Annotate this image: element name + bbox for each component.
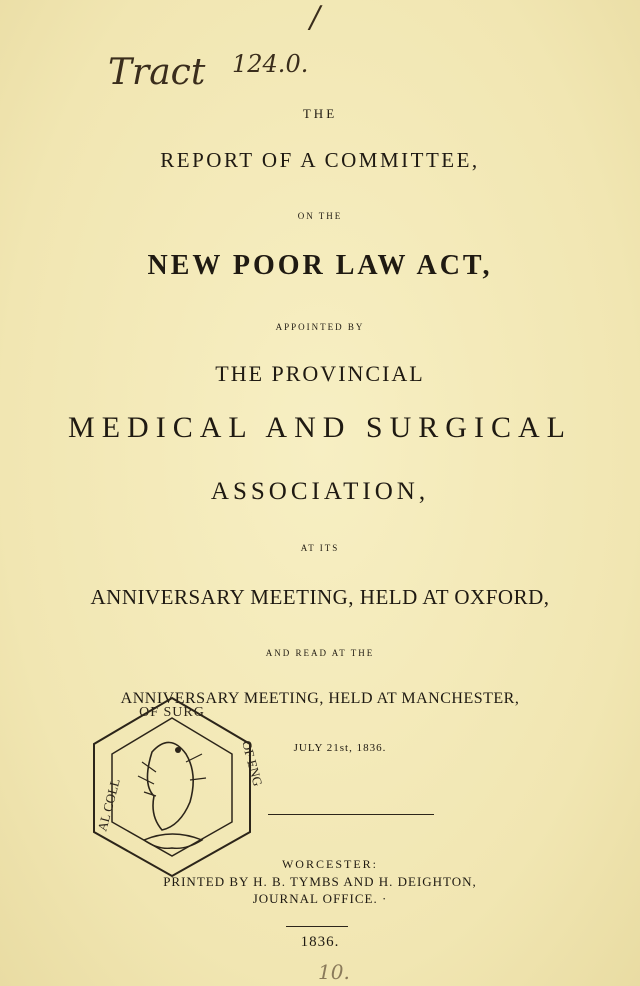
the-heading: THE <box>302 106 338 121</box>
stamp-left-text: AL COLL <box>94 776 123 833</box>
bottom-pencil-mark: 10. <box>318 960 350 984</box>
meeting-date: JULY 21st, 1836. <box>293 742 387 754</box>
stamp-right-text: OF ENG <box>239 738 266 788</box>
on-the-text: ON THE <box>297 211 343 221</box>
top-pencil-mark: / <box>310 0 321 35</box>
imprint-place: WORCESTER: <box>281 857 378 871</box>
report-heading: REPORT OF A COMMITTEE, <box>160 148 480 172</box>
publication-year: 1836. <box>300 934 340 950</box>
and-read-text: AND READ AT THE <box>265 648 375 658</box>
shelfmark-annotation: Tract <box>108 52 206 93</box>
number-annotation: 124.0. <box>232 50 309 78</box>
anniversary-oxford-line: ANNIVERSARY MEETING, HELD AT OXFORD, <box>90 585 550 609</box>
at-its-text: AT ITS <box>300 543 340 553</box>
year-divider <box>286 926 348 927</box>
appointed-by-text: APPOINTED BY <box>275 322 365 332</box>
stamp-top-text: OF SURG <box>139 705 205 720</box>
act-title: NEW POOR LAW ACT, <box>147 250 493 281</box>
imprint-divider <box>268 814 434 815</box>
provincial-heading: THE PROVINCIAL <box>215 361 425 386</box>
library-stamp <box>82 692 266 882</box>
association-heading: ASSOCIATION, <box>210 478 430 505</box>
anniversary-manchester-line: ANNIVERSARY MEETING, HELD AT MANCHESTER, <box>120 690 520 707</box>
medical-surgical-heading: MEDICAL AND SURGICAL <box>68 411 572 444</box>
stamp-emblem-bird <box>147 742 193 830</box>
imprint-printers: PRINTED BY H. B. TYMBS AND H. DEIGHTON, <box>163 874 477 889</box>
imprint-office: JOURNAL OFFICE. · <box>252 891 388 906</box>
